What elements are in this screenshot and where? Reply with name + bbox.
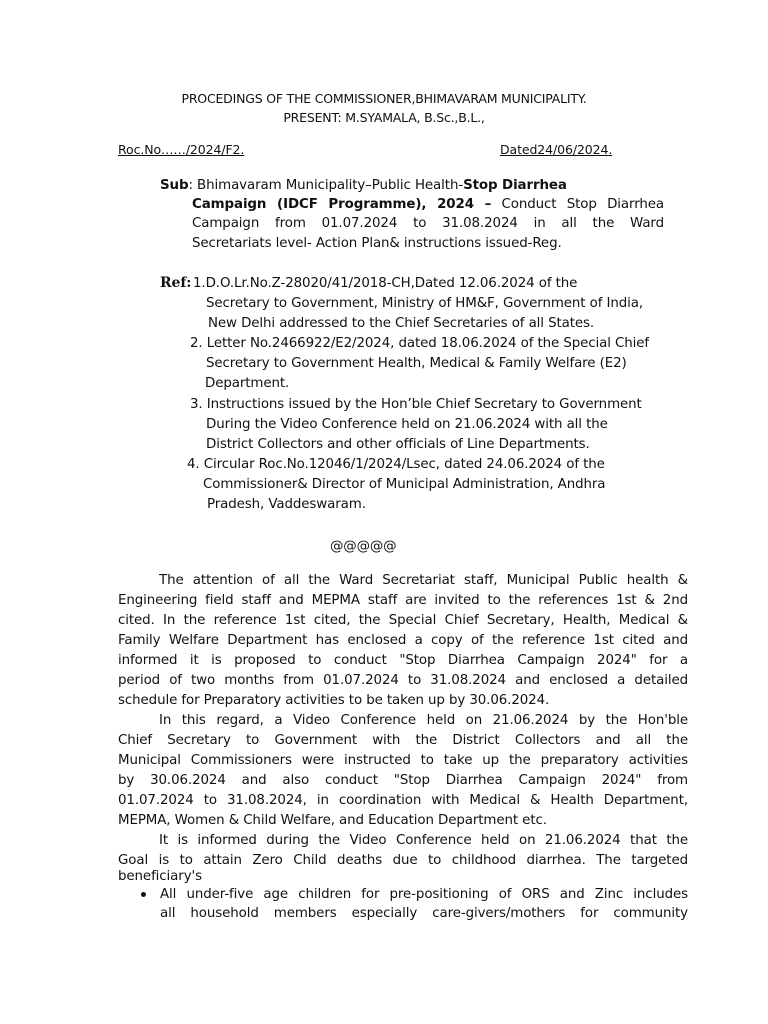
body-line: cited. In the reference 1st cited, the Special Chief Secretary, Health, Medical &	[118, 613, 688, 628]
body-line: In this regard, a Video Conference held on 21.06.2024 by the Hon'ble	[159, 713, 688, 728]
ref-line: Commissioner& Director of Municipal Administration, Andhra	[203, 477, 606, 492]
body-line: Goal is to attain Zero Child deaths due to childhood diarrhea. The targeted	[118, 853, 688, 868]
roc-date: Dated24/06/2024.	[500, 142, 613, 157]
ref-line: Secretary to Government Health, Medical & Family Welfare (E2)	[206, 356, 627, 371]
body-line: Chief Secretary to Government with the District Collectors and all the	[118, 733, 688, 748]
bullet-line: all household members especially care-givers/mothers for community	[160, 906, 688, 921]
ref-label: Ref:	[160, 275, 192, 291]
body-line: Municipal Commissioners were instructed to take up the preparatory activities	[118, 753, 688, 768]
ref-line: Department.	[205, 376, 290, 391]
body-line: Engineering field staff and MEPMA staff are invited to the references 1st & 2nd	[118, 593, 688, 608]
ref-line: Pradesh, Vaddeswaram.	[207, 497, 366, 512]
ref-line: 4. Circular Roc.No.12046/1/2024/Lsec, dated 24.06.2024 of the	[187, 457, 605, 472]
body-line: It is informed during the Video Conference held on 21.06.2024 that the	[159, 833, 688, 848]
body-line: period of two months from 01.07.2024 to 31.08.2024 and enclosed a detailed	[118, 673, 688, 688]
bullet-icon	[141, 892, 146, 897]
subject-line-2: Campaign (IDCF Programme), 2024 – Conduct Stop Diarrhea	[192, 197, 664, 212]
body-line: MEPMA, Women & Child Welfare, and Education Department etc.	[118, 813, 547, 828]
ref-line: 3. Instructions issued by the Hon’ble Chief Secretary to Government	[190, 397, 642, 412]
body-line: The attention of all the Ward Secretariat staff, Municipal Public health &	[159, 573, 688, 588]
ref-line: During the Video Conference held on 21.06.2024 with all the	[206, 417, 608, 432]
roc-number: Roc.No……/2024/F2.	[118, 142, 245, 157]
bullet-line: All under-five age children for pre-positioning of ORS and Zinc includes	[160, 887, 688, 902]
ref-line: District Collectors and other officials of Line Departments.	[206, 437, 590, 452]
proceedings-title: PROCEDINGS OF THE COMMISSIONER,BHIMAVARAM MUNICIPALITY.	[181, 91, 587, 106]
body-line: by 30.06.2024 and also conduct "Stop Diarrhea Campaign 2024" from	[118, 773, 688, 788]
subject-line-4: Secretariats level- Action Plan& instructions issued-Reg.	[192, 236, 562, 251]
body-line: Family Welfare Department has enclosed a copy of the reference 1st cited and	[118, 633, 688, 648]
body-line: 01.07.2024 to 31.08.2024, in coordination with Medical & Health Department,	[118, 793, 688, 808]
ref-line: New Delhi addressed to the Chief Secretaries of all States.	[208, 316, 595, 331]
body-line: informed it is proposed to conduct "Stop Diarrhea Campaign 2024" for a	[118, 653, 688, 668]
ref-line: 1.D.O.Lr.No.Z-28020/41/2018-CH,Dated 12.06.2024 of the	[193, 276, 578, 291]
separator: @@@@@	[330, 539, 397, 554]
subject-line-3: Campaign from 01.07.2024 to 31.08.2024 in all the Ward	[192, 216, 664, 231]
body-line: beneficiary's	[118, 869, 202, 884]
body-line: schedule for Preparatory activities to be taken up by 30.06.2024.	[118, 693, 550, 708]
ref-line: 2. Letter No.2466922/E2/2024, dated 18.06.2024 of the Special Chief	[190, 336, 650, 351]
ref-line: Secretary to Government, Ministry of HM&F, Government of India,	[206, 296, 643, 311]
subject-label: Sub	[160, 178, 189, 193]
present-line: PRESENT: M.SYAMALA, B.Sc.,B.L.,	[283, 110, 485, 125]
subject-line-1: Sub: Bhimavaram Municipality–Public Health-Stop Diarrhea	[160, 178, 567, 193]
